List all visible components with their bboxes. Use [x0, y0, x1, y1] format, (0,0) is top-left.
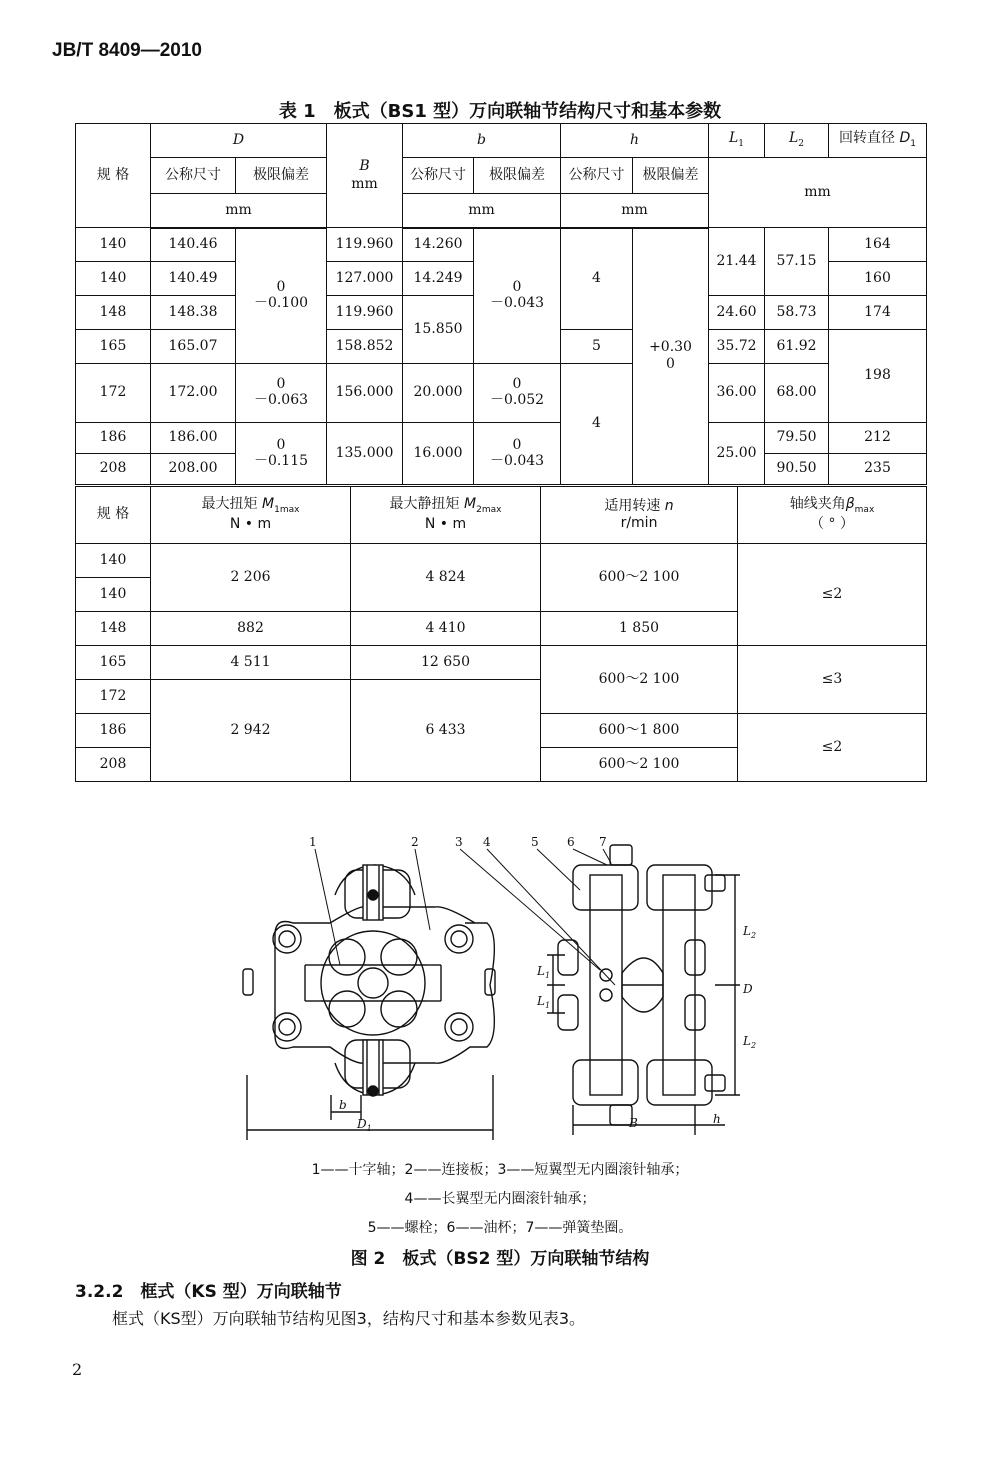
- t1-D: 172.00: [151, 364, 236, 423]
- t1-spec: 172: [76, 364, 151, 423]
- t2-m1: 2 942: [151, 680, 351, 782]
- dim-b: b: [339, 1098, 347, 1112]
- header-L2: $L_2$: [765, 124, 829, 158]
- t2-spec: 208: [76, 748, 151, 782]
- t1-B: 156.000: [327, 364, 403, 423]
- table-1: [75, 123, 927, 485]
- table-1-title: 表 1 板式（BS1 型）万向联轴节结构尺寸和基本参数: [278, 101, 722, 122]
- t2-spec: 140: [76, 578, 151, 612]
- t2-angle: ≤2: [738, 714, 927, 782]
- t2-m1: 2 206: [151, 544, 351, 612]
- figure-legend-2: 4——长翼型无内圈滚针轴承；: [404, 1191, 596, 1207]
- callout-2: 2: [411, 835, 419, 849]
- dim-D: D: [743, 982, 753, 996]
- t1-L2: 90.50: [765, 454, 829, 485]
- header-h: h: [561, 124, 709, 158]
- t1-L2: 79.50: [765, 423, 829, 454]
- t2-spec: 140: [76, 544, 151, 578]
- t2-header-speed: 适用转速 n r/min: [541, 487, 738, 544]
- t2-spec: 148: [76, 612, 151, 646]
- t1-b: 20.000: [403, 364, 474, 423]
- t1-L1: 21.44: [709, 228, 765, 296]
- callout-1: 1: [309, 835, 317, 849]
- t2-m2: 12 650: [351, 646, 541, 680]
- header-B: B mm: [327, 124, 403, 228]
- header-mm-L: mm: [709, 158, 927, 228]
- t2-angle: ≤3: [738, 646, 927, 714]
- t1-b-tol: 0 －0.043: [474, 423, 561, 485]
- t1-D: 165.07: [151, 330, 236, 364]
- t1-B: 158.852: [327, 330, 403, 364]
- t1-L2: 57.15: [765, 228, 829, 296]
- t1-spec: 186: [76, 423, 151, 454]
- t2-m2: 4 410: [351, 612, 541, 646]
- dim-h: h: [713, 1112, 721, 1126]
- t1-B: 127.000: [327, 262, 403, 296]
- t2-speed: 600～2 100: [541, 646, 738, 714]
- dim-L2-bottom: $L_2$: [743, 1034, 757, 1050]
- t1-h-tol: +0.30 0: [633, 228, 709, 485]
- t1-D1: 235: [829, 454, 927, 485]
- t1-D-tol: 0 －0.063: [236, 364, 327, 423]
- header-h-deviation: 极限偏差: [633, 158, 709, 194]
- t2-spec: 165: [76, 646, 151, 680]
- t1-D: 148.38: [151, 296, 236, 330]
- unit-h: mm: [561, 194, 709, 228]
- t2-speed: 600～2 100: [541, 748, 738, 782]
- t1-spec: 208: [76, 454, 151, 485]
- dim-L1-top: $L_1$: [537, 964, 551, 980]
- t1-D: 140.46: [151, 228, 236, 262]
- header-D: D: [151, 124, 327, 158]
- header-h-nominal: 公称尺寸: [561, 158, 633, 194]
- t1-B: 119.960: [327, 296, 403, 330]
- page-number: 2: [72, 1360, 83, 1379]
- t1-b: 14.249: [403, 262, 474, 296]
- dim-L2-top: $L_2$: [743, 924, 757, 940]
- section-body: 框式（KS型）万向联轴节结构见图3，结构尺寸和基本参数见表3。: [112, 1309, 586, 1328]
- header-D-nominal: 公称尺寸: [151, 158, 236, 194]
- header-D1: 回转直径 $D_1$: [829, 124, 927, 158]
- t1-L2: 68.00: [765, 364, 829, 423]
- front-view: [243, 865, 495, 1140]
- t1-D: 186.00: [151, 423, 236, 454]
- t2-m2: 6 433: [351, 680, 541, 782]
- t2-spec: 172: [76, 680, 151, 714]
- t1-D: 208.00: [151, 454, 236, 485]
- callout-6: 6: [567, 835, 575, 849]
- t1-L2: 61.92: [765, 330, 829, 364]
- t1-D-tol: 0 －0.100: [236, 228, 327, 364]
- t1-B: 119.960: [327, 228, 403, 262]
- t2-m1: 882: [151, 612, 351, 646]
- t1-spec: 140: [76, 262, 151, 296]
- t1-b: 16.000: [403, 423, 474, 485]
- t2-spec: 186: [76, 714, 151, 748]
- t1-L1: 35.72: [709, 330, 765, 364]
- t1-D1: 198: [829, 330, 927, 423]
- t1-h: 5: [561, 330, 633, 364]
- figure-title: 图 2 板式（BS2 型）万向联轴节结构: [350, 1249, 650, 1269]
- figure-legend-3: 5——螺栓；6——油杯；7——弹簧垫圈。: [367, 1220, 633, 1236]
- header-b: b: [403, 124, 561, 158]
- callout-5: 5: [531, 835, 539, 849]
- t1-D: 140.49: [151, 262, 236, 296]
- dim-D1: $D_1$: [357, 1117, 372, 1133]
- header-b-deviation: 极限偏差: [474, 158, 561, 194]
- t1-b: 15.850: [403, 296, 474, 364]
- dim-B: B: [629, 1116, 638, 1130]
- t1-D-tol: 0 －0.115: [236, 423, 327, 485]
- t1-L1: 36.00: [709, 364, 765, 423]
- standard-number: JB/T 8409—2010: [52, 40, 202, 61]
- side-view: [536, 845, 756, 1135]
- t2-header-m1: 最大扭矩 $M_{1max}$ N • m: [151, 487, 351, 544]
- header-b-nominal: 公称尺寸: [403, 158, 474, 194]
- t1-spec: 165: [76, 330, 151, 364]
- t1-L1: 25.00: [709, 423, 765, 485]
- t2-speed: 600～1 800: [541, 714, 738, 748]
- t2-speed: 1 850: [541, 612, 738, 646]
- unit-b: mm: [403, 194, 561, 228]
- t1-L2: 58.73: [765, 296, 829, 330]
- t1-b-tol: 0 －0.052: [474, 364, 561, 423]
- t2-header-m2: 最大静扭矩 $M_{2max}$ N • m: [351, 487, 541, 544]
- t2-speed: 600～2 100: [541, 544, 738, 612]
- coupling-drawing: [235, 835, 765, 1150]
- t1-D1: 174: [829, 296, 927, 330]
- t2-m1: 4 511: [151, 646, 351, 680]
- callout-7: 7: [599, 835, 607, 849]
- header-spec: 规 格: [76, 124, 151, 228]
- t1-spec: 140: [76, 228, 151, 262]
- header-L1: $L_1$: [709, 124, 765, 158]
- t1-b: 14.260: [403, 228, 474, 262]
- t1-D1: 164: [829, 228, 927, 262]
- t2-m2: 4 824: [351, 544, 541, 612]
- t1-h: 4: [561, 364, 633, 485]
- t2-angle: ≤2: [738, 544, 927, 646]
- t2-header-angle: 轴线夹角$\beta_{max}$ （ ° ）: [738, 487, 927, 544]
- t1-D1: 160: [829, 262, 927, 296]
- t1-b-tol: 0 －0.043: [474, 228, 561, 364]
- unit-D: mm: [151, 194, 327, 228]
- callout-3: 3: [455, 835, 463, 849]
- t1-D1: 212: [829, 423, 927, 454]
- callout-4: 4: [483, 835, 491, 849]
- dim-L1-bottom: $L_1$: [537, 994, 551, 1010]
- section-heading: 3.2.2 框式（KS 型）万向联轴节: [75, 1282, 342, 1302]
- t1-L1: 24.60: [709, 296, 765, 330]
- t2-header-spec: 规 格: [76, 487, 151, 544]
- header-D-deviation: 极限偏差: [236, 158, 327, 194]
- t1-h: 4: [561, 228, 633, 330]
- figure-legend-1: 1——十字轴；2——连接板；3——短翼型无内圈滚针轴承；: [311, 1162, 689, 1178]
- table-1-continued: [75, 486, 927, 782]
- t1-B: 135.000: [327, 423, 403, 485]
- t1-spec: 148: [76, 296, 151, 330]
